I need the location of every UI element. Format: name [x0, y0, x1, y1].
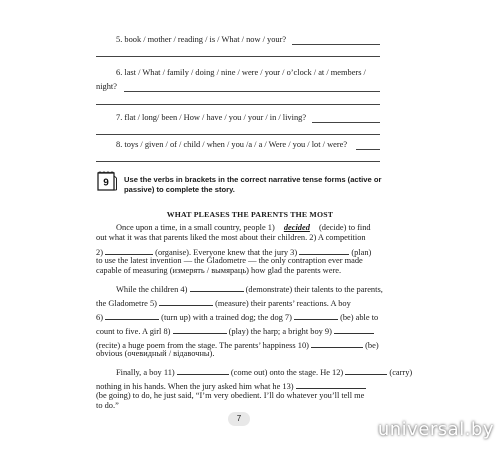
- story-text: (measure) their parents’ reactions. A boy: [215, 299, 351, 308]
- blank-10[interactable]: [311, 339, 363, 348]
- page-number: 7: [228, 412, 250, 426]
- story-text: (demonstrate) their talents to the parents,: [245, 285, 383, 294]
- answer-line[interactable]: [356, 149, 380, 150]
- story-text: (recite) a huge poem from the stage. The parents’ happiness 10): [96, 341, 309, 350]
- blank-4[interactable]: [190, 283, 244, 292]
- story-text: out what it was that parents liked the most about their children. 2) A competition: [96, 233, 366, 242]
- story-text: (organise). Everyone knew that the jury 3): [155, 248, 298, 257]
- exercise-number-icon: [96, 170, 118, 192]
- exercise-number: 9: [103, 177, 109, 189]
- story-text: 6): [96, 313, 103, 322]
- question-8-text: 8. toys / given / of / child / when / you /a / a / Were / you / lot / were?: [116, 140, 348, 149]
- question-7-text: 7. flat / long/ been / How / have / you / your / in / living?: [116, 113, 307, 122]
- question-6-cont: [96, 82, 117, 92]
- story-text: count to five. A girl 8): [96, 327, 171, 336]
- story-text: 2): [96, 248, 103, 257]
- story-line: [116, 223, 371, 233]
- blank-8[interactable]: [173, 325, 227, 334]
- question-7: [116, 113, 306, 123]
- story-text: to use the latest invention — the Gladometre — the only contraption ever made: [96, 256, 363, 265]
- story-line: [96, 349, 214, 359]
- blank-3[interactable]: [299, 246, 349, 255]
- story-text: (be): [365, 341, 379, 350]
- answer-line[interactable]: [124, 91, 380, 92]
- story-text: While the children 4): [116, 285, 188, 294]
- blank-6[interactable]: [105, 311, 159, 320]
- story-text: (play) the harp; a bright boy 9): [228, 327, 332, 336]
- answer-line[interactable]: [96, 161, 380, 162]
- question-5: [116, 35, 286, 45]
- blank-7[interactable]: [294, 311, 338, 320]
- story-line: [96, 297, 351, 309]
- story-line: [96, 311, 378, 323]
- story-line: [96, 325, 374, 337]
- story-text: (carry): [389, 368, 413, 377]
- story-line: [96, 391, 364, 401]
- blank-2[interactable]: [105, 246, 153, 255]
- question-5-text: 5. book / mother / reading / is / What / now / your?: [116, 35, 287, 44]
- answer-line[interactable]: [96, 56, 380, 57]
- story-text: Finally, a boy 11): [116, 368, 175, 377]
- question-6: [116, 68, 366, 78]
- story-title: WHAT PLEASES THE PARENTS THE MOST: [166, 210, 334, 219]
- story-text: capable of measuring (измерять / вымяраць) how glad the parents were.: [96, 266, 342, 275]
- watermark: universal.by: [377, 419, 494, 440]
- answer-line[interactable]: [96, 104, 380, 105]
- question-8: [116, 140, 347, 150]
- story-text: (be going) to do, he just said, “I’m very obedient. I’ll do whatever you’ll tell me: [96, 391, 365, 400]
- story-line: [96, 233, 366, 243]
- story-text: nothing in his hands. When the jury asked him what he 13): [96, 382, 294, 391]
- story-line: [96, 256, 363, 266]
- blank-13[interactable]: [296, 380, 366, 389]
- answer-line[interactable]: [292, 44, 380, 45]
- story-text: to do.”: [96, 401, 119, 410]
- story-text: (turn up) with a trained dog; the dog 7): [161, 313, 292, 322]
- story-line: [116, 366, 412, 378]
- blank-5[interactable]: [159, 297, 213, 306]
- question-6-cont-text: night?: [96, 82, 117, 91]
- blank-9[interactable]: [334, 325, 374, 334]
- story-text: (decide) to find: [318, 223, 371, 232]
- story-text: Once upon a time, in a small country, people 1): [116, 223, 275, 232]
- story-line: [96, 401, 119, 411]
- story-line: [96, 266, 341, 276]
- question-6-text: 6. last / What / family / doing / nine / were / your / o’clock / at / members /: [116, 68, 366, 77]
- blank-11[interactable]: [177, 366, 229, 375]
- blank-12[interactable]: [345, 366, 387, 375]
- answer-1: decided: [283, 223, 310, 232]
- answer-line[interactable]: [96, 134, 380, 135]
- story-text: (be) able to: [340, 313, 379, 322]
- story-text: (plan): [351, 248, 372, 257]
- story-text: obvious (очевидный / відавочны).: [96, 349, 215, 358]
- story-text: the Gladometre 5): [96, 299, 157, 308]
- story-line: [116, 283, 383, 295]
- exercise-instruction: Use the verbs in brackets in the correct narrative tense forms (active or passive) to complete the story.: [124, 175, 382, 194]
- story-text: (come out) onto the stage. He 12): [230, 368, 344, 377]
- notepad-icon: [96, 170, 118, 192]
- answer-line[interactable]: [312, 122, 380, 123]
